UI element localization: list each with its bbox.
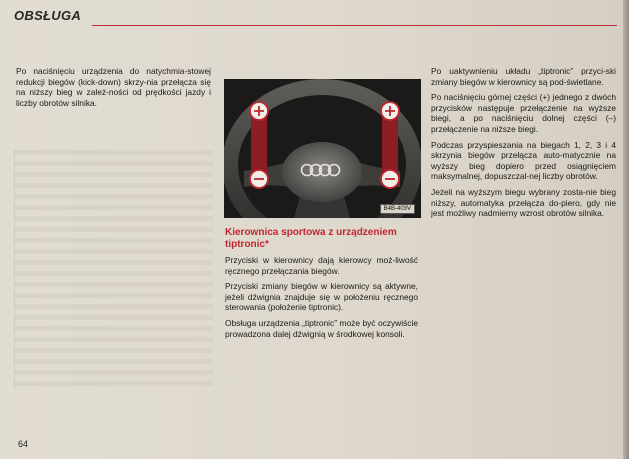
section-title: OBSŁUGA xyxy=(14,8,82,23)
page-number: 64 xyxy=(18,439,29,449)
paragraph: Po naciśnięciu górnej części (+) jednego z dwóch przycisków następuje przełączenie na wyższe biegi, a po naciśnięciu dolnej części (–) przełączenie na niższe biegi. xyxy=(431,92,616,134)
paragraph: Podczas przyspieszania na biegach 1, 2, 3 i 4 skrzynia biegów przełącza auto-matycznie na wyższy bieg dopiero przed osiągnięciem maksymalnej, dopuszczal-nej liczby obrotów. xyxy=(431,139,616,182)
middle-column xyxy=(225,255,418,344)
paragraph: Po uaktywnieniu układu „tiptronic” przyci-ski zmiany biegów w kierownicy są pod-świetlane. xyxy=(431,66,616,87)
page-edge-shadow xyxy=(623,0,629,459)
steering-wheel-figure xyxy=(224,79,421,218)
right-column xyxy=(431,66,616,224)
kickdown-paragraph: Po naciśnięciu urządzenia do natychmia-stowej redukcji biegów (kick-down) skrzy-nia przełącza się na niższy bieg w zależ-ności od prędkości jazdy i liczby obrotów silnika. xyxy=(16,66,211,108)
paragraph: Przyciski zmiany biegów w kierownicy są aktywne, jeżeli dźwignia znajduje się w położeniu ręcznego sterowania (położenie tiptronic). xyxy=(225,281,418,313)
section-heading: Kierownica sportowa z urządzeniem tiptronic* xyxy=(225,227,397,250)
steering-wheel-illustration xyxy=(224,79,421,218)
figure-code: B4B-403V xyxy=(380,204,415,214)
header-rule xyxy=(92,25,617,26)
paragraph: Obsługa urządzenia „tiptronic” może być oczywiście prowadzona dalej dźwignią w środkowej konsoli. xyxy=(225,317,418,339)
paragraph: Przyciski w kierownicy dają kierowcy moż-liwość ręcznego przełączania biegów. xyxy=(225,255,418,276)
airbag-hub xyxy=(282,142,362,202)
reverse-side-bleed-through xyxy=(14,150,213,390)
paragraph: Jeżeli na wyższym biegu wybrany zosta-nie bieg niższy, automatyka przełącza do-piero, gdy nie jest możliwy nadmierny wzrost obrotów silnika. xyxy=(431,186,616,219)
left-column xyxy=(16,66,211,113)
